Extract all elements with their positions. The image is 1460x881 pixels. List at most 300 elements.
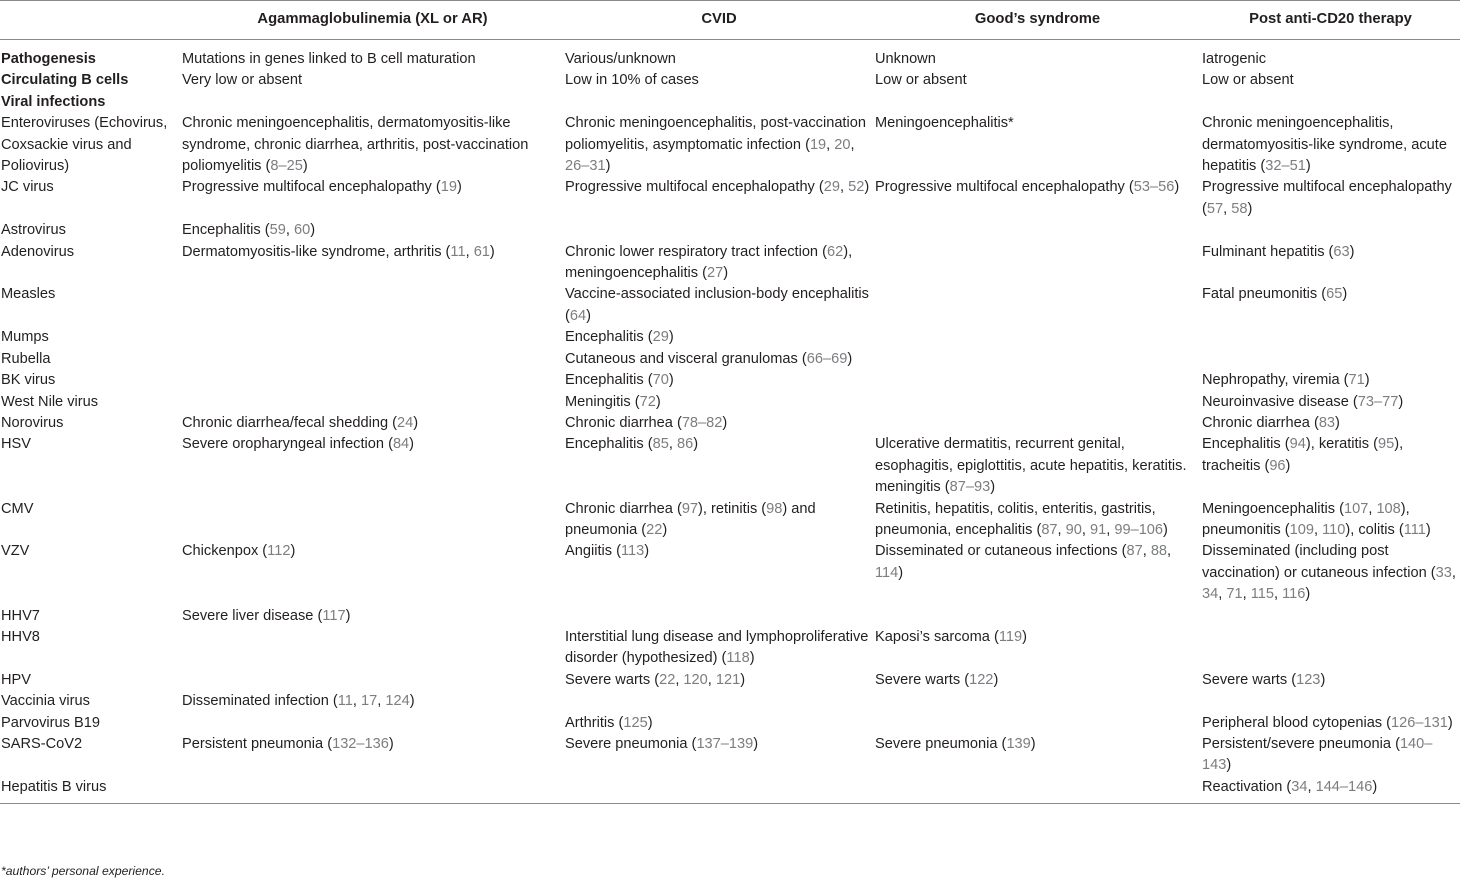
anti-cd20-cell	[1201, 691, 1460, 712]
row-label	[0, 113, 181, 177]
reference-link[interactable]: 63	[1333, 243, 1350, 260]
reference-link[interactable]: 19	[440, 179, 458, 196]
cvid-cell	[564, 70, 874, 91]
cell-text: )	[1022, 628, 1027, 645]
agammaglobulinemia-cell	[181, 434, 564, 498]
cvid-cell	[564, 606, 874, 627]
cell-text: HPV	[1, 671, 32, 688]
reference-link[interactable]: 87	[1126, 543, 1143, 560]
cell-text: Severe warts (	[1202, 671, 1297, 688]
goods-syndrome-cell	[874, 434, 1201, 498]
table-row	[0, 392, 1460, 413]
goods-syndrome-cell	[874, 92, 1201, 113]
cell-text: Meningoencephalitis (	[1202, 500, 1344, 517]
reference-link[interactable]: 107	[1343, 500, 1369, 517]
reference-link[interactable]: 98	[766, 500, 783, 517]
table-row	[0, 670, 1460, 691]
reference-link[interactable]: 64	[569, 307, 587, 324]
reference-link[interactable]: 22	[646, 521, 663, 538]
reference-link[interactable]: 140–143	[1202, 736, 1433, 774]
cell-text: West Nile virus	[1, 393, 99, 410]
cell-text: Low in 10% of cases	[565, 72, 699, 89]
cell-text: SARS-CoV2	[1, 736, 83, 752]
row-label	[0, 627, 181, 670]
cell-text: Astrovirus	[1, 222, 66, 239]
reference-link[interactable]: 24	[396, 414, 414, 431]
cell-text: Dermatomyositis-like syndrome, arthritis (	[182, 243, 451, 260]
cell-text: Peripheral blood cytopenias (	[1202, 714, 1392, 731]
row-label	[0, 392, 181, 413]
table-body	[0, 40, 1460, 804]
table-row	[0, 499, 1460, 542]
reference-link[interactable]: 11	[337, 693, 353, 710]
cell-text: Encephalitis (	[565, 372, 653, 389]
goods-syndrome-cell	[874, 40, 1201, 71]
cell-text: Retinitis, hepatitis, colitis, enteritis, gastritis, pneumonia, encephalitis (	[875, 500, 1156, 538]
cell-text: Chronic diarrhea (	[565, 414, 682, 431]
row-label	[0, 40, 181, 71]
cell-text: Rubella	[1, 350, 51, 367]
cell-text: ), keratitis (	[1305, 436, 1379, 453]
cell-text: )	[413, 414, 419, 431]
table-row	[0, 370, 1460, 391]
cell-text: ,	[675, 671, 684, 688]
cell-text: Severe warts (	[875, 671, 970, 688]
cell-text: )	[586, 307, 591, 324]
reference-link[interactable]: 110	[1322, 521, 1346, 538]
reference-link[interactable]: 126–131	[1391, 714, 1448, 731]
goods-syndrome-cell	[874, 113, 1201, 177]
cell-text: Angiitis (	[565, 543, 621, 560]
cvid-cell	[564, 349, 874, 370]
cell-text: )	[668, 329, 674, 346]
cell-text: Chronic meningoencephalitis, dermatomyositis-like syndrome, acute hepatitis (	[1202, 115, 1447, 175]
agammaglobulinemia-cell	[181, 392, 564, 413]
reference-link[interactable]: 71	[1226, 586, 1243, 603]
cell-text: Norovirus	[1, 414, 64, 431]
anti-cd20-cell	[1201, 777, 1460, 804]
anti-cd20-cell	[1201, 627, 1460, 670]
reference-link[interactable]: 26–31	[565, 158, 606, 175]
cell-text: Mumps	[1, 329, 49, 346]
reference-link[interactable]: 72	[639, 393, 656, 410]
cvid-cell	[564, 434, 874, 498]
cvid-cell	[564, 670, 874, 691]
cell-text: )	[647, 714, 653, 731]
reference-link[interactable]: 122	[969, 671, 994, 688]
cell-text: ,	[1142, 543, 1151, 560]
cell-text: )	[1335, 414, 1340, 431]
anti-cd20-cell	[1201, 349, 1460, 370]
cell-text: Disseminated infection (	[182, 693, 338, 710]
cell-text: Encephalitis (	[565, 329, 653, 346]
reference-link[interactable]: 22	[659, 671, 676, 688]
reference-link[interactable]: 99–106	[1114, 521, 1164, 538]
reference-link[interactable]: 94	[1289, 436, 1306, 453]
table-row	[0, 541, 1460, 605]
cell-text: Persistent/severe pneumonia (	[1202, 736, 1400, 752]
cell-text: Unknown	[875, 51, 936, 67]
reference-link[interactable]: 96	[1269, 457, 1286, 474]
goods-syndrome-cell	[874, 220, 1201, 241]
cell-text: ), meningoencephalitis (	[565, 243, 853, 282]
cell-text: Cutaneous and visceral granulomas (	[565, 350, 807, 367]
reference-link[interactable]: 33	[1435, 564, 1452, 581]
reference-link[interactable]: 53–56	[1133, 179, 1175, 196]
cell-text: )	[1174, 179, 1180, 196]
cell-text: )	[457, 179, 462, 196]
anti-cd20-cell	[1201, 670, 1460, 691]
cell-text: ,	[1223, 200, 1232, 217]
reference-link[interactable]: 84	[392, 436, 410, 453]
reference-link[interactable]: 66–69	[806, 350, 848, 367]
reference-link[interactable]: 87	[1041, 521, 1058, 538]
reference-link[interactable]: 85	[652, 436, 669, 453]
cell-text: HSV	[1, 436, 32, 453]
cell-text: ,	[826, 136, 835, 153]
row-label	[0, 713, 181, 734]
cell-text: ) and pneumonia (	[565, 500, 816, 538]
reference-link[interactable]: 111	[1403, 521, 1426, 538]
reference-link[interactable]: 139	[1006, 736, 1031, 752]
row-label	[0, 327, 181, 348]
cell-text: )	[723, 265, 729, 282]
reference-link[interactable]: 90	[1065, 521, 1082, 538]
reference-link[interactable]: 61	[473, 243, 490, 260]
table-row	[0, 691, 1460, 712]
reference-link[interactable]: 116	[1282, 586, 1306, 603]
cell-text: )	[409, 693, 415, 710]
reference-link[interactable]: 91	[1090, 521, 1107, 538]
anti-cd20-cell	[1201, 327, 1460, 348]
reference-link[interactable]: 32–51	[1265, 158, 1306, 175]
anti-cd20-cell	[1201, 413, 1460, 434]
agammaglobulinemia-cell	[181, 713, 564, 734]
cell-text: ,	[1218, 586, 1227, 603]
cell-text: )	[749, 650, 755, 667]
cell-text: )	[864, 179, 870, 196]
header-cell-goods-syndrome: Good’s syndrome	[874, 1, 1201, 40]
cvid-cell	[564, 499, 874, 542]
goods-syndrome-cell	[874, 284, 1201, 327]
agammaglobulinemia-cell	[181, 220, 564, 241]
reference-link[interactable]: 112	[267, 543, 291, 560]
reference-link[interactable]: 83	[1318, 414, 1336, 431]
reference-link[interactable]: 109	[1289, 521, 1314, 538]
table-row	[0, 713, 1460, 734]
cell-text: )	[1305, 158, 1311, 175]
reference-link[interactable]: 97	[681, 500, 699, 517]
cell-text: )	[655, 393, 661, 410]
cell-text: )	[1305, 586, 1311, 603]
goods-syndrome-cell	[874, 177, 1201, 220]
anti-cd20-cell	[1201, 92, 1460, 113]
header-cell-cvid: CVID	[564, 1, 874, 40]
cell-text: )	[409, 436, 415, 453]
cvid-cell	[564, 220, 874, 241]
cvid-cell	[564, 370, 874, 391]
row-label	[0, 434, 181, 498]
anti-cd20-cell	[1201, 370, 1460, 391]
table-row	[0, 606, 1460, 627]
anti-cd20-cell	[1201, 713, 1460, 734]
agammaglobulinemia-cell	[181, 627, 564, 670]
reference-link[interactable]: 137–139	[696, 736, 754, 752]
table-row	[0, 434, 1460, 498]
cell-text: Mutations in genes linked to B cell maturation	[182, 51, 476, 67]
cell-text: Kaposi’s sarcoma (	[875, 628, 999, 645]
cell-text: )	[388, 736, 394, 752]
header-cell-anti-cd20: Post anti-CD20 therapy	[1201, 1, 1460, 40]
reference-link[interactable]: 95	[1378, 436, 1395, 453]
cell-text: Severe oropharyngeal infection (	[182, 436, 393, 453]
anti-cd20-cell	[1201, 434, 1460, 498]
reference-link[interactable]: 65	[1326, 286, 1343, 303]
cell-text: Meningoencephalitis*	[875, 115, 1014, 132]
row-label	[0, 541, 181, 605]
cell-text: Vaccinia virus	[1, 693, 90, 710]
cell-text: )	[302, 158, 308, 175]
anti-cd20-cell	[1201, 40, 1460, 71]
goods-syndrome-cell	[874, 327, 1201, 348]
cell-text: )	[345, 607, 351, 624]
reference-link[interactable]: 27	[706, 265, 724, 282]
cell-text: Adenovirus	[1, 243, 75, 260]
agammaglobulinemia-cell	[181, 777, 564, 804]
cvid-cell	[564, 691, 874, 712]
cell-text: )	[1372, 778, 1378, 795]
anti-cd20-cell	[1201, 606, 1460, 627]
cell-text: ,	[352, 693, 362, 710]
reference-link[interactable]: 117	[322, 607, 346, 624]
header-cell-agammaglobulinemia: Agammaglobulinemia (XL or AR)	[181, 1, 564, 40]
cell-text: Chronic meningoencephalitis, dermatomyositis-like syndrome, chronic diarrhea, arthritis, post-vaccination poliomyelitis (	[182, 115, 529, 175]
reference-link[interactable]: 62	[826, 243, 844, 260]
cvid-cell	[564, 40, 874, 71]
table-row	[0, 627, 1460, 670]
agammaglobulinemia-cell	[181, 70, 564, 91]
cell-text: Viral infections	[1, 93, 106, 110]
reference-link[interactable]: 60	[293, 222, 311, 239]
cell-text: Measles	[1, 286, 56, 303]
row-label	[0, 777, 181, 804]
goods-syndrome-cell	[874, 413, 1201, 434]
cvid-cell	[564, 777, 874, 804]
cell-text: VZV	[1, 543, 30, 560]
cell-text: Meningitis (	[565, 393, 640, 410]
cell-text: ,	[1313, 521, 1323, 538]
cell-text: Vaccine-associated inclusion-body encephalitis (	[565, 286, 869, 324]
agammaglobulinemia-cell	[181, 606, 564, 627]
cvid-cell	[564, 713, 874, 734]
cell-text: )	[722, 414, 728, 431]
cvid-cell	[564, 284, 874, 327]
cell-text: )	[693, 436, 699, 453]
cell-text: Encephalitis (	[1202, 436, 1290, 453]
cell-text: ,	[668, 436, 677, 453]
table-row	[0, 220, 1460, 241]
table-row	[0, 349, 1460, 370]
table-row	[0, 284, 1460, 327]
cell-text: )	[993, 671, 999, 688]
cell-text: Pathogenesis	[1, 51, 96, 67]
cell-text: Persistent pneumonia (	[182, 736, 333, 752]
cell-text: )	[740, 671, 746, 688]
cell-text: )	[990, 479, 996, 496]
anti-cd20-cell	[1201, 734, 1460, 777]
reference-link[interactable]: 115	[1250, 586, 1274, 603]
reference-link[interactable]: 118	[726, 650, 750, 667]
cell-text: )	[1425, 521, 1431, 538]
reference-link[interactable]: 58	[1231, 200, 1248, 217]
cell-text: )	[1398, 393, 1404, 410]
cell-text: )	[1226, 757, 1232, 774]
goods-syndrome-cell	[874, 691, 1201, 712]
reference-link[interactable]: 34	[1291, 778, 1308, 795]
row-label	[0, 70, 181, 91]
anti-cd20-cell	[1201, 177, 1460, 220]
anti-cd20-cell	[1201, 242, 1460, 285]
cell-text: Low or absent	[1202, 72, 1294, 89]
reference-link[interactable]: 125	[623, 714, 648, 731]
goods-syndrome-cell	[874, 392, 1201, 413]
reference-link[interactable]: 119	[998, 628, 1023, 645]
cell-text: Fatal pneumonitis (	[1202, 286, 1327, 303]
cvid-cell	[564, 242, 874, 285]
cell-text: )	[290, 543, 296, 560]
cell-text: Encephalitis (	[565, 436, 653, 453]
cell-text: Progressive multifocal encephalopathy (	[875, 179, 1134, 196]
cell-text: )	[1285, 457, 1291, 474]
cell-text: BK virus	[1, 372, 56, 389]
cvid-cell	[564, 627, 874, 670]
reference-link[interactable]: 88	[1150, 543, 1168, 560]
goods-syndrome-cell	[874, 713, 1201, 734]
cell-text: ,	[850, 136, 855, 153]
reference-link[interactable]: 57	[1206, 200, 1224, 217]
cell-text: ,	[285, 222, 294, 239]
cell-text: ,	[1057, 521, 1066, 538]
reference-link[interactable]: 71	[1348, 372, 1365, 389]
agammaglobulinemia-cell	[181, 113, 564, 177]
reference-link[interactable]: 144–146	[1315, 778, 1373, 795]
cell-text: JC virus	[1, 179, 54, 196]
goods-syndrome-cell	[874, 370, 1201, 391]
reference-link[interactable]: 20	[834, 136, 851, 153]
reference-link[interactable]: 78–82	[681, 414, 723, 431]
cell-text: ,	[1368, 500, 1377, 517]
reference-link[interactable]: 52	[848, 179, 865, 196]
cell-text: Chronic diarrhea/fecal shedding (	[182, 414, 397, 431]
reference-link[interactable]: 73–77	[1357, 393, 1399, 410]
cvid-cell	[564, 392, 874, 413]
table-row	[0, 327, 1460, 348]
reference-link[interactable]: 11	[450, 243, 466, 260]
row-label	[0, 92, 181, 113]
cvid-cell	[564, 177, 874, 220]
row-label	[0, 606, 181, 627]
cell-text: Severe liver disease (	[182, 607, 323, 624]
cell-text: Very low or absent	[182, 72, 303, 89]
cell-text: )	[1447, 714, 1453, 731]
anti-cd20-cell	[1201, 70, 1460, 91]
reference-link[interactable]: 86	[676, 436, 694, 453]
row-label	[0, 413, 181, 434]
agammaglobulinemia-cell	[181, 349, 564, 370]
agammaglobulinemia-cell	[181, 242, 564, 285]
header-row	[0, 1, 1460, 40]
reference-link[interactable]: 124	[385, 693, 410, 710]
reference-link[interactable]: 87–93	[949, 479, 991, 496]
reference-link[interactable]: 123	[1296, 671, 1321, 688]
reference-link[interactable]: 19	[809, 136, 827, 153]
goods-syndrome-cell	[874, 627, 1201, 670]
reference-link[interactable]: 70	[652, 372, 669, 389]
row-label	[0, 670, 181, 691]
cell-text: )	[644, 543, 650, 560]
table-row	[0, 777, 1460, 804]
agammaglobulinemia-cell	[181, 691, 564, 712]
cvid-cell	[564, 413, 874, 434]
row-label	[0, 734, 181, 777]
cell-text: Chickenpox (	[182, 543, 268, 560]
cell-text: ,	[1106, 521, 1115, 538]
cell-text: Nephropathy, viremia (	[1202, 372, 1349, 389]
reference-link[interactable]: 17	[361, 693, 378, 710]
row-label	[0, 220, 181, 241]
reference-link[interactable]: 132–136	[332, 736, 389, 752]
reference-link[interactable]: 114	[875, 564, 899, 581]
anti-cd20-cell	[1201, 284, 1460, 327]
table-row	[0, 734, 1460, 777]
cell-text: ), colitis (	[1345, 521, 1404, 538]
reference-link[interactable]: 113	[620, 543, 645, 560]
cell-text: Disseminated or cutaneous infections (	[875, 543, 1127, 560]
cell-text: Progressive multifocal encephalopathy (	[182, 179, 441, 196]
cell-text: )	[1349, 243, 1355, 260]
cvid-cell	[564, 734, 874, 777]
reference-link[interactable]: 29	[823, 179, 841, 196]
row-label	[0, 499, 181, 542]
cell-text: ), retinitis (	[698, 500, 767, 517]
cell-text: )	[310, 222, 316, 239]
reference-link[interactable]: 34	[1202, 586, 1219, 603]
agammaglobulinemia-cell	[181, 670, 564, 691]
cell-text: )	[1342, 286, 1348, 303]
table-row	[0, 40, 1460, 71]
cell-text: )	[1163, 521, 1168, 538]
row-label	[0, 177, 181, 220]
cell-text: Various/unknown	[565, 51, 676, 67]
reference-link[interactable]: 108	[1376, 500, 1401, 517]
cell-text: ,	[1167, 543, 1172, 560]
cell-text: )	[898, 564, 904, 581]
reference-link[interactable]: 8–25	[270, 158, 303, 175]
reference-link[interactable]: 121	[715, 671, 741, 688]
cell-text: CMV	[1, 500, 34, 517]
cell-text: )	[489, 243, 495, 260]
cell-text: ), tracheitis (	[1202, 436, 1404, 474]
agammaglobulinemia-cell	[181, 284, 564, 327]
reference-link[interactable]: 120	[683, 671, 708, 688]
table-row	[0, 92, 1460, 113]
cell-text: )	[605, 158, 611, 175]
reference-link[interactable]: 59	[269, 222, 286, 239]
cell-text: )	[662, 521, 668, 538]
cell-text: )	[753, 736, 759, 752]
cell-text: Disseminated (including post vaccination) or cutaneous infection (	[1202, 543, 1436, 581]
reference-link[interactable]: 29	[652, 329, 669, 346]
